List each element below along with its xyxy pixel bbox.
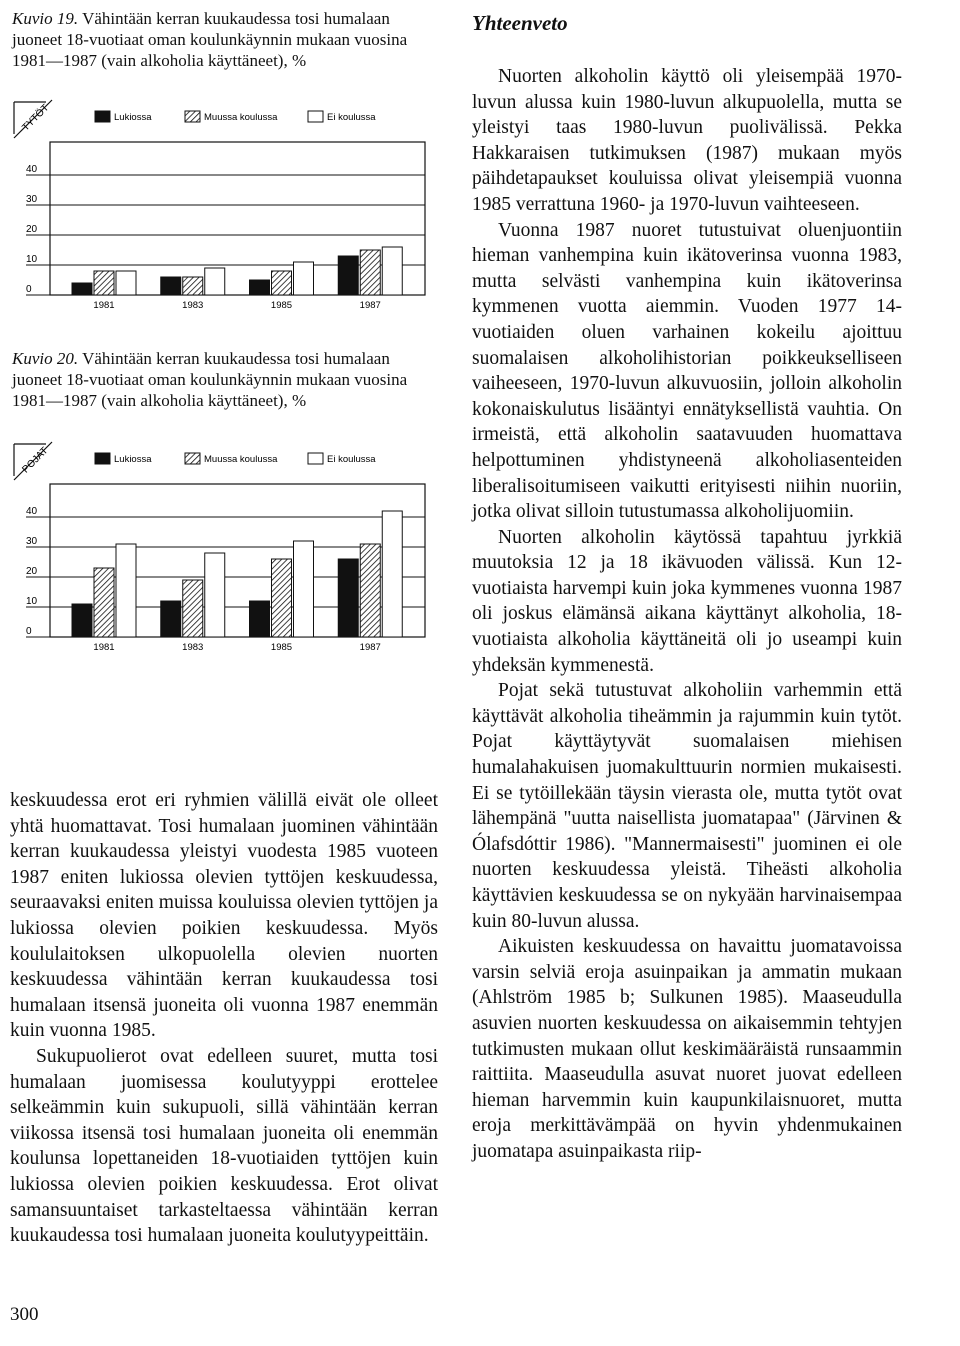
- x-tick-1981: 1981: [93, 642, 115, 653]
- legend-lukiossa-swatch: [95, 453, 110, 464]
- right-column: [472, 10, 902, 1165]
- bar-lukiossa-1981: [72, 283, 92, 295]
- legend-muussa-koulussa-label: Muussa koulussa: [204, 454, 278, 465]
- y-tick-20: 20: [26, 566, 38, 577]
- figure-19-chart: [10, 98, 430, 318]
- bar-muussa-koulussa-1985: [272, 271, 292, 295]
- bar-lukiossa-1983: [161, 601, 181, 637]
- y-tick-10: 10: [26, 254, 38, 265]
- bar-muussa-koulussa-1987: [360, 250, 380, 295]
- y-tick-40: 40: [26, 164, 38, 175]
- legend-muussa-koulussa-label: Muussa koulussa: [204, 112, 278, 123]
- figure-20-caption: [12, 348, 444, 411]
- x-tick-1987: 1987: [359, 642, 381, 653]
- bar-ei-koulussa-1987: [382, 247, 402, 295]
- bar-ei-koulussa-1985: [294, 541, 314, 637]
- x-tick-1981: 1981: [93, 300, 115, 311]
- legend-ei-koulussa-swatch: [308, 111, 323, 122]
- legend-lukiossa-label: Lukiossa: [114, 112, 152, 123]
- legend-lukiossa-swatch: [95, 111, 110, 122]
- bar-ei-koulussa-1983: [205, 553, 225, 637]
- legend-muussa-koulussa-swatch: [185, 453, 200, 464]
- legend-lukiossa-label: Lukiossa: [114, 454, 152, 465]
- figure-20-caption-lead: Kuvio 20.: [12, 349, 79, 368]
- left-paragraph-2: Sukupuolierot ovat edelleen suuret, mutta tosi humalaan juomisessa koulutyyppi erottelee selkeämmin kuin sukupuoli, sillä vähintään kerran viikossa itsensä tosi humalaan juoneita oli enemmän koulunsa lopettaneiden 18-vuotiaiden tyttöjen kuin lukiossa olevien poikien keskuudessa. Erot olivat samansuuntaiset tarkasteltaessa vähintään kerran kuukaudessa tosi humalaan juoneita koulutyypeittäin.: [10, 1045, 438, 1247]
- y-tick-10: 10: [26, 596, 38, 607]
- bar-ei-koulussa-1981: [116, 271, 136, 295]
- bar-lukiossa-1987: [338, 256, 358, 295]
- y-tick-30: 30: [26, 536, 38, 547]
- right-paragraph-2: Vuonna 1987 nuoret tutustuivat oluenjuontiin hieman vanhempina kuin ikätoverinsa vuonna 1983, mutta selvästi vanhempina kuin ikätoverinsa kymmenen vuotta aiemmin. Vuoden 1977 14-vuotiaiden oluen varhainen kokeilu ajoittuu suomalaisen alkoholihistorian poikkeukselliseen vaiheeseen, 1970-luvun alkuvuosiin, jolloin alkoholin kokonaiskulutus lisääntyi ennätyksellistä vauhtia. On irmeistä, että alkoholin saatavuuden huomattava helpottuminen yhdistyneenä alkoholiasenteiden liberalisoitumiseen vaikutti erityisesti niihin nuoriin, jotka olivat silloin tutustumassa alkoholijuomiin.: [472, 219, 902, 523]
- x-tick-1987: 1987: [359, 300, 381, 311]
- right-paragraph-3: Nuorten alkoholin käytössä tapahtuu jyrkkiä muutoksia 12 ja 18 ikävuoden välissä. Kun 12-vuotiaista harvempi kuin joka kymmenes vuonna 1987 oli joskus elämänsä aikana käyttänyt alkoholia, 18-vuotiaista alkoholia käyttäneitä oli jo useampi kuin yhdeksän kymmenestä.: [472, 526, 902, 676]
- figure-20-chart: [10, 440, 430, 660]
- figure-20-svg: [10, 440, 430, 660]
- figure-19-caption-text: Vähintään kerran kuukaudessa tosi humalaan juoneet 18-vuotiaat oman koulunkäynnin mukaan vuosina 1981—1987 (vain alkoholia käyttäneet), %: [12, 9, 408, 70]
- figure-20-caption-text: Vähintään kerran kuukaudessa tosi humalaan juoneet 18-vuotiaat oman koulunkäynnin mukaan vuosina 1981—1987 (vain alkoholia käyttäneet), %: [12, 349, 408, 410]
- bar-lukiossa-1985: [250, 280, 270, 295]
- group-label: TYTÖT: [20, 102, 52, 134]
- left-column-text: [10, 788, 438, 1249]
- bar-lukiossa-1987: [338, 559, 358, 637]
- bar-muussa-koulussa-1981: [94, 568, 114, 637]
- bar-ei-koulussa-1983: [205, 268, 225, 295]
- bar-ei-koulussa-1981: [116, 544, 136, 637]
- bar-lukiossa-1981: [72, 604, 92, 637]
- bar-ei-koulussa-1985: [294, 262, 314, 295]
- legend-ei-koulussa-label: Ei koulussa: [327, 454, 376, 465]
- x-tick-1983: 1983: [182, 642, 204, 653]
- x-tick-1985: 1985: [270, 300, 293, 311]
- y-tick-20: 20: [26, 224, 38, 235]
- legend-ei-koulussa-swatch: [308, 453, 323, 464]
- group-label: POJAT: [20, 445, 51, 476]
- right-paragraph-4: Pojat sekä tutustuvat alkoholiin varhemmin että käyttävät alkoholia tiheämmin ja rajummin kuin tytöt. Pojat käyttäytyvät suomalaisen miehisen humalahakuisen juomakulttuurin normien mukaisesti. Ei se tytöillekään täysin vierasta ole, mutta tytöt ovat lähempänä "uutta naisellista juomatapaa" (Järvinen & Ólafsdóttir 1986). "Mannermaisesti" juominen ei ole nuorten keskuudessa yleistä. Tiheästi alkoholia käyttävien keskuudessa se on nykyään harvinaisempaa kuin 80-luvun alussa.: [472, 680, 902, 932]
- bar-muussa-koulussa-1985: [272, 559, 292, 637]
- left-paragraph-1: keskuudessa erot eri ryhmien välillä eivät ole olleet yhtä huomattavat. Tosi humalaan juominen vähintään kerran kuukaudessa yleistyi vuodesta 1985 vuoteen 1987 eniten lukiossa olevien tyttöjen keskuudessa, seuraavaksi eniten muissa kouluissa olevien tyttöjen ja lukiossa olevien poikien keskuudessa. Myös koululaitoksen ulkopuolella olevien nuorten keskuudessa vähintään kerran kuukaudessa tosi humalaan itsensä juoneita oli vuonna 1987 enemmän kuin vuonna 1985.: [10, 790, 438, 1042]
- legend-muussa-koulussa-swatch: [185, 111, 200, 122]
- bar-muussa-koulussa-1983: [183, 580, 203, 637]
- y-tick-30: 30: [26, 194, 38, 205]
- bar-ei-koulussa-1987: [382, 511, 402, 637]
- x-tick-1985: 1985: [270, 642, 293, 653]
- bar-lukiossa-1985: [250, 601, 270, 637]
- bar-muussa-koulussa-1983: [183, 277, 203, 295]
- figure-19-svg: [10, 98, 430, 318]
- y-tick-40: 40: [26, 506, 38, 517]
- figure-19-caption-lead: Kuvio 19.: [12, 9, 79, 28]
- bar-muussa-koulussa-1981: [94, 271, 114, 295]
- figure-19-caption: [12, 8, 444, 71]
- y-tick-0: 0: [26, 284, 32, 295]
- legend-ei-koulussa-label: Ei koulussa: [327, 112, 376, 123]
- section-heading: Yhteenveto: [472, 11, 568, 35]
- x-tick-1983: 1983: [182, 300, 204, 311]
- page-number: 300: [10, 1304, 39, 1325]
- right-paragraph-5: Aikuisten keskuudessa on havaittu juomatavoissa varsin selviä eroja asuinpaikan ja ammatin mukaan (Ahlström 1985 b; Sulkunen 1985). Maaseudulla asuvien nuorten keskuudessa on aikaisemmin tehtyjen tutkimusten mukaan ollut keskimääräistä runsaammin raittiita. Maaseudulla asuvat nuoret juovat edelleen hieman harvemmin kuin kaupunkilaisnuoret, mutta eroja merkittävämpää on hyvin yhdenmukainen juomatapa asuinpaikasta riip-: [472, 936, 902, 1162]
- bar-muussa-koulussa-1987: [360, 544, 380, 637]
- right-paragraph-1: Nuorten alkoholin käyttö oli yleisempää 1970-luvun alussa kuin 1980-luvun alkupuolella, mutta se yleistyi taas 1980-luvun puolivälissä. Pekka Hakkaraisen tutkimuksen (1987) mukaan myös päihdetapaukset kouluissa olivat yleisempiä vuonna 1985 verrattuna 1960- ja 1970-luvun vaihteeseen.: [472, 66, 902, 215]
- y-tick-0: 0: [26, 626, 32, 637]
- bar-lukiossa-1983: [161, 277, 181, 295]
